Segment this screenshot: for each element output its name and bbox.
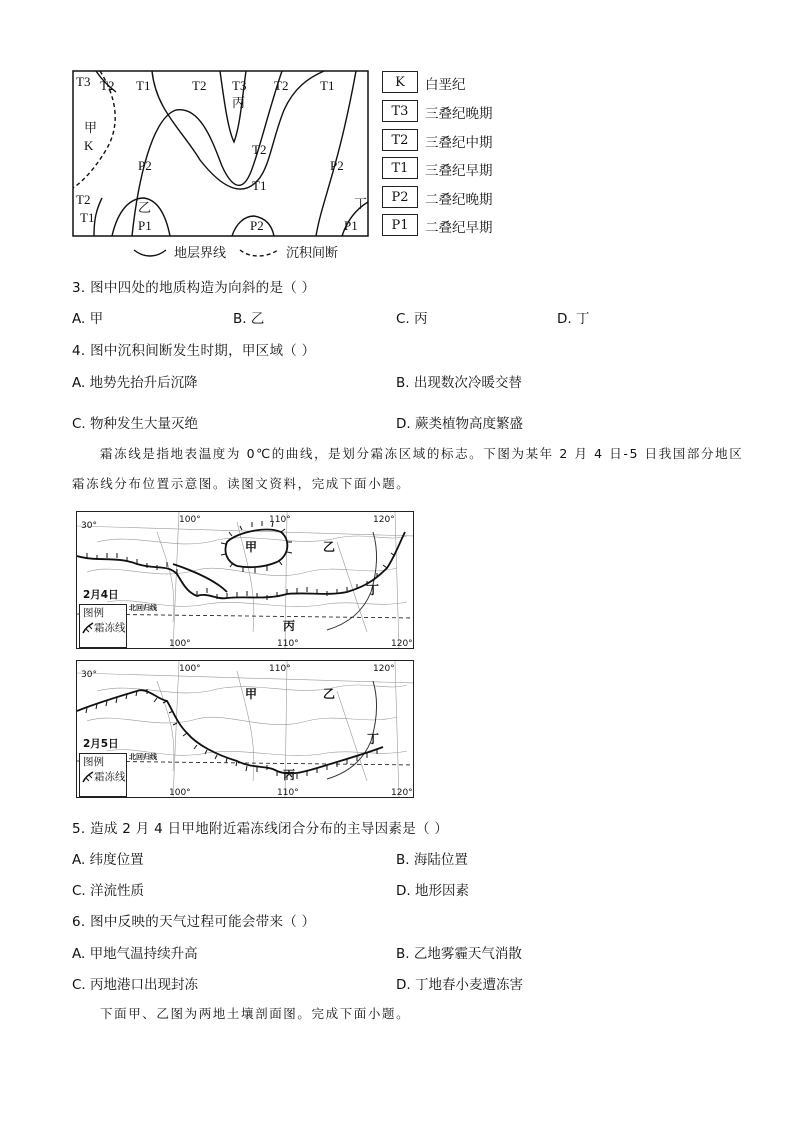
label-T2: T2 (192, 78, 207, 93)
question-5-stem: 5. 造成 2 月 4 日甲地附近霜冻线闭合分布的主导因素是（ ） (72, 821, 449, 837)
place-jia: 甲 (245, 540, 258, 554)
lon-label: 110° (269, 515, 291, 525)
legend-code: P1 (382, 214, 418, 236)
map-date: 2月5日 (83, 738, 119, 750)
q3-option-a[interactable]: A. 甲 (72, 311, 104, 327)
legend-item: 霜冻线 (94, 622, 126, 634)
lon-label: 120° (373, 515, 395, 525)
label-T1: T1 (252, 178, 267, 193)
label-T3: T3 (76, 74, 91, 89)
lon-label: 100° (169, 788, 191, 798)
label-P1: P1 (138, 218, 152, 233)
label-P2: P2 (330, 158, 344, 173)
legend-text: 二叠纪晚期 (425, 192, 493, 208)
legend-title: 图例 (83, 756, 104, 768)
tropic-label: 北回归线 (129, 604, 157, 612)
legend-code: P2 (382, 186, 418, 208)
legend-code: T3 (382, 100, 418, 122)
passage-line: 霜冻线分布位置示意图。读图文资料，完成下面小题。 (72, 476, 411, 491)
place-ding: 丁 (367, 583, 380, 597)
map-feb5-svg (77, 661, 414, 798)
label-T1: T1 (80, 210, 95, 225)
q6-option-a[interactable]: A. 甲地气温持续升高 (72, 946, 198, 962)
passage-line: 下面甲、乙图为两地土壤剖面图。完成下面小题。 (100, 1006, 411, 1021)
map-feb4-svg (77, 512, 414, 649)
hiatus-symbol-icon (238, 246, 280, 258)
legend-title: 图例 (83, 607, 104, 619)
q5-option-d[interactable]: D. 地形因素 (396, 883, 469, 899)
q3-option-d[interactable]: D. 丁 (557, 311, 590, 327)
q3-option-c[interactable]: C. 丙 (396, 311, 428, 327)
legend-code: T2 (382, 129, 418, 151)
boundary-caption: 地层界线 (174, 246, 227, 261)
label-T2: T2 (274, 78, 289, 93)
label-P2: P2 (138, 158, 152, 173)
map-legend (79, 604, 127, 648)
question-3-stem: 3. 图中四处的地质构造为向斜的是（ ） (72, 280, 316, 296)
geology-figure (72, 70, 372, 268)
q5-option-c[interactable]: C. 洋流性质 (72, 883, 145, 899)
passage-line: 霜冻线是指地表温度为 0℃的曲线，是划分霜冻区域的标志。下图为某年 2 月 4 日-5 日我国部分地区 (100, 446, 744, 461)
label-ding: 丁 (354, 196, 368, 211)
legend-code: K (382, 71, 418, 93)
q5-option-a[interactable]: A. 纬度位置 (72, 852, 144, 868)
lon-label: 100° (179, 664, 201, 674)
place-yi: 乙 (323, 687, 336, 701)
question-6-stem: 6. 图中反映的天气过程可能会带来（ ） (72, 914, 316, 930)
lon-label: 100° (179, 515, 201, 525)
label-T2: T2 (100, 78, 115, 93)
label-P2: P2 (250, 218, 264, 233)
lon-label: 120° (373, 664, 395, 674)
q6-option-b[interactable]: B. 乙地雾霾天气消散 (396, 946, 522, 962)
frost-map-feb5 (76, 660, 414, 798)
legend-item: 霜冻线 (94, 771, 126, 783)
lat-label: 30° (81, 670, 97, 680)
geology-section-svg (72, 70, 372, 238)
label-jia: 甲 (84, 120, 98, 135)
place-yi: 乙 (323, 540, 336, 554)
boundary-symbol-icon (132, 246, 168, 258)
place-bing: 丙 (283, 768, 296, 782)
frost-map-feb4 (76, 511, 414, 649)
lon-label: 110° (277, 639, 299, 649)
label-T2: T2 (76, 192, 91, 207)
map-date: 2月4日 (83, 589, 119, 601)
legend-text: 白垩纪 (425, 77, 466, 93)
q4-option-b[interactable]: B. 出现数次冷暖交替 (396, 375, 522, 391)
place-bing: 丙 (283, 619, 296, 633)
frost-line-icon (82, 770, 94, 784)
lat-label: 30° (81, 521, 97, 531)
legend-text: 三叠纪早期 (425, 163, 493, 179)
q6-option-d[interactable]: D. 丁地春小麦遭冻害 (396, 977, 523, 993)
label-T3: T3 (232, 78, 247, 93)
tropic-label: 北回归线 (129, 753, 157, 761)
place-jia: 甲 (245, 687, 258, 701)
label-T1: T1 (320, 78, 335, 93)
q6-option-c[interactable]: C. 丙地港口出现封冻 (72, 977, 199, 993)
figure-caption (132, 242, 338, 261)
q3-option-b[interactable]: B. 乙 (233, 311, 265, 327)
legend-text: 二叠纪早期 (425, 220, 493, 236)
map-legend (79, 753, 127, 797)
lon-label: 120° (391, 788, 413, 798)
q4-option-d[interactable]: D. 蕨类植物高度繁盛 (396, 416, 523, 432)
legend-text: 三叠纪晚期 (425, 106, 493, 122)
hiatus-caption: 沉积间断 (286, 246, 339, 261)
q4-option-a[interactable]: A. 地势先抬升后沉降 (72, 375, 198, 391)
lon-label: 110° (269, 664, 291, 674)
frost-line-icon (82, 621, 94, 635)
label-bing: 丙 (232, 95, 246, 110)
legend-code: T1 (382, 157, 418, 179)
q4-option-c[interactable]: C. 物种发生大量灭绝 (72, 416, 199, 432)
label-P1: P1 (344, 218, 358, 233)
place-ding: 丁 (367, 732, 380, 746)
lon-label: 100° (169, 639, 191, 649)
legend-text: 三叠纪中期 (425, 135, 493, 151)
label-yi: 乙 (138, 200, 152, 215)
label-T1: T1 (136, 78, 151, 93)
lon-label: 120° (391, 639, 413, 649)
label-T2: T2 (252, 142, 267, 157)
question-4-stem: 4. 图中沉积间断发生时期，甲区域（ ） (72, 343, 316, 359)
q5-option-b[interactable]: B. 海陆位置 (396, 852, 468, 868)
lon-label: 110° (277, 788, 299, 798)
label-K: K (84, 138, 94, 153)
